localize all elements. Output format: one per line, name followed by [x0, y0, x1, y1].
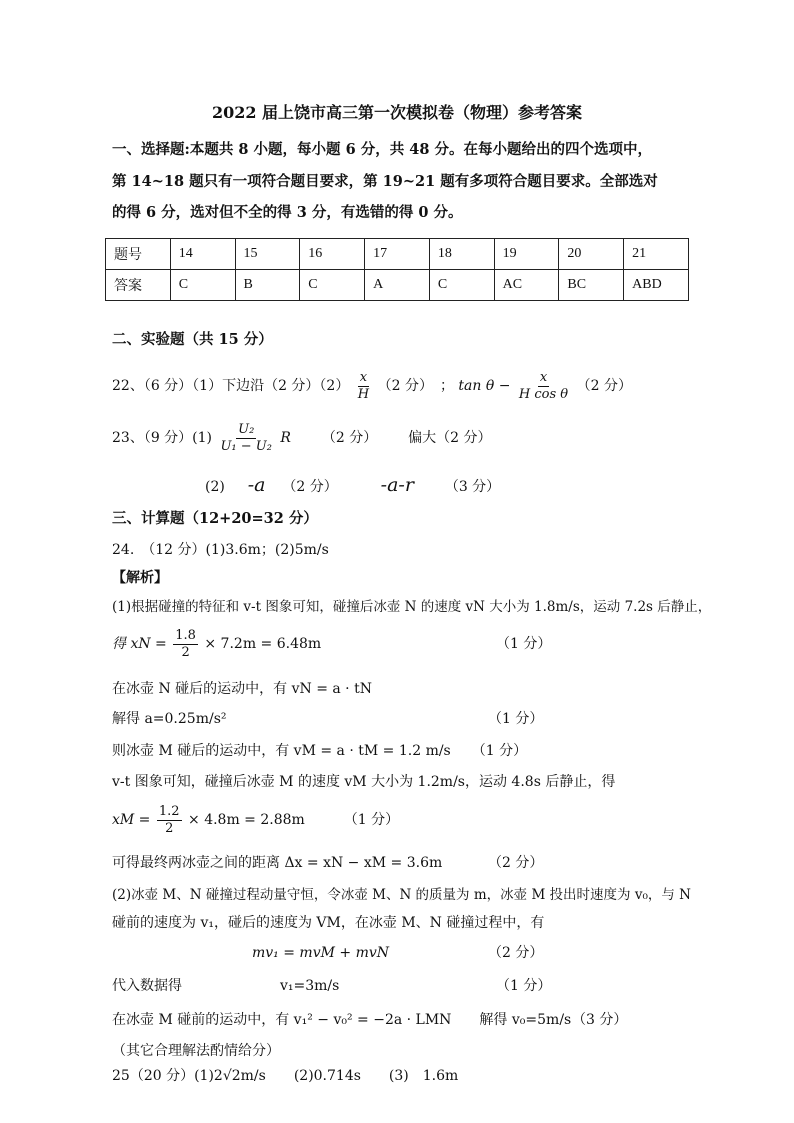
analysis-paragraph-13: 在冰壶 M 碰前的运动中，有 v₁² − v₀² = −2a · LMN 解得 v₀=5m/s	[112, 1012, 572, 1028]
q23-score-a: （2 分）	[282, 479, 338, 495]
q23-line-2	[205, 474, 500, 498]
table-cell: ABD	[624, 270, 689, 301]
equation-rhs: × 4.8m = 2.88m	[188, 812, 305, 828]
q23-line-1	[112, 418, 492, 458]
q22-fraction-2	[517, 370, 570, 403]
analysis-paragraph-4: 解得 a=0.25m/s²	[112, 711, 227, 727]
table-cell: 16	[300, 239, 365, 270]
table-cell: 20	[559, 239, 624, 270]
fraction-numerator: U₂	[238, 421, 255, 437]
analysis-paragraph-5: 则冰壶 M 碰后的运动中，有 vM = a · tM = 1.2 m/s （1 分）	[112, 743, 528, 759]
fraction-numerator: x	[359, 369, 368, 385]
analysis-paragraph-12: 代入数据得	[112, 978, 182, 994]
fraction-denominator: U₁ − U₂	[220, 438, 272, 454]
q23-part2-label: (2)	[205, 479, 225, 495]
equation-lhs: xM =	[112, 812, 151, 828]
q23-resistance: R	[280, 430, 291, 446]
fraction-denominator: 2	[165, 820, 174, 836]
q22-score-2: （2 分）	[576, 378, 632, 394]
score-mark: （2 分）	[488, 945, 544, 961]
score-mark: （1 分）	[496, 978, 552, 994]
equation-rhs: × 7.2m = 6.48m	[204, 636, 322, 652]
section3-heading: 三、计算题（12+20=32 分）	[112, 510, 318, 527]
q22-expression: tan θ −	[458, 378, 511, 394]
page-title: 2022 届上饶市高三第一次模拟卷（物理）参考答案	[211, 103, 583, 122]
table-row-question-numbers	[106, 239, 689, 270]
table-cell: 21	[624, 239, 689, 270]
table-cell: 15	[235, 239, 300, 270]
fraction-numerator: x	[539, 369, 548, 385]
table-cell: 题号	[106, 239, 171, 270]
analysis-paragraph-1: (1)根据碰撞的特征和 v-t 图象可知，碰撞后冰壶 N 的速度 vN 大小为 1.8m/s，运动 7.2s 后静止，	[112, 599, 712, 615]
analysis-paragraph-9: (2)冰壶 M、N 碰撞过程动量守恒，令冰壶 M、N 的质量为 m，冰壶 M 投出时速度为 v₀，与 N	[112, 887, 691, 903]
q22-fraction	[356, 370, 371, 403]
table-cell: BC	[559, 270, 624, 301]
score-mark: （1 分）	[488, 711, 544, 727]
equation-fraction	[173, 628, 198, 661]
table-row-answers	[106, 270, 689, 301]
score-mark: （3 分）	[572, 1012, 628, 1028]
score-mark: （1 分）	[496, 636, 552, 652]
analysis-paragraph-6: v-t 图象可知，碰撞后冰壶 M 的速度 vM 大小为 1.2m/s，运动 4.8s 后静止，得	[112, 774, 616, 790]
analysis-equation-xm	[112, 800, 399, 840]
fraction-denominator: H cos θ	[518, 386, 569, 402]
q22-line	[112, 366, 632, 406]
section1-line1: 一、选择题:本题共 8 小题，每小题 6 分，共 48 分。在每小题给出的四个选项中，	[112, 141, 652, 158]
section2-heading: 二、实验题（共 15 分）	[112, 331, 273, 348]
note-other-methods: （其它合理解法酌情给分）	[112, 1043, 280, 1059]
fraction-denominator: 2	[181, 644, 190, 660]
fraction-numerator: 1.2	[158, 803, 180, 819]
analysis-label: 【解析】	[112, 570, 168, 586]
analysis-paragraph-3: 在冰壶 N 碰后的运动中，有 vN = a · tN	[112, 681, 372, 697]
fraction-denominator: H	[357, 386, 370, 402]
section1-line2: 第 14~18 题只有一项符合题目要求，第 19~21 题有多项符合题目要求。全部选对	[112, 173, 658, 190]
equation-fraction	[157, 804, 182, 837]
analysis-equation-xn	[112, 624, 321, 664]
table-cell: 答案	[106, 270, 171, 301]
equation-lhs: 得 xN =	[112, 636, 167, 652]
fraction-numerator: 1.8	[175, 627, 196, 643]
table-cell: C	[170, 270, 235, 301]
table-cell: AC	[494, 270, 559, 301]
table-cell: B	[235, 270, 300, 301]
answer-table	[105, 238, 689, 301]
q23-score: （2 分）	[321, 430, 378, 446]
q23-score-b: （3 分）	[444, 479, 501, 495]
q23-extra: 偏大（2 分）	[408, 430, 492, 446]
q22-lead: 22、（6 分）（1）下边沿（2 分）（2）	[112, 378, 350, 394]
analysis-paragraph-8: 可得最终两冰壶之间的距离 Δx = xN − xM = 3.6m	[112, 855, 443, 871]
q23-answer-b: -a-r	[380, 474, 414, 496]
q23-lead: 23、（9 分）(1)	[112, 430, 213, 446]
table-cell: 19	[494, 239, 559, 270]
score-mark: （2 分）	[488, 855, 544, 871]
table-cell: C	[300, 270, 365, 301]
momentum-equation: mv₁ = mvM + mvN	[252, 945, 390, 961]
q25-answers: 25（20 分）(1)2√2m/s (2)0.714s (3) 1.6m	[112, 1068, 459, 1084]
analysis-paragraph-10: 碰前的速度为 v₁，碰后的速度为 VM，在冰壶 M、N 碰撞过程中，有	[112, 915, 545, 931]
q24-head: 24. （12 分）(1)3.6m；(2)5m/s	[112, 542, 329, 558]
table-cell: 18	[429, 239, 494, 270]
table-cell: 14	[170, 239, 235, 270]
q22-score: （2 分） ；	[377, 378, 454, 394]
score-mark: （1 分）	[343, 812, 400, 828]
velocity-result: v₁=3m/s	[280, 978, 340, 994]
table-cell: A	[365, 270, 430, 301]
table-cell: C	[429, 270, 494, 301]
section1-line3: 的得 6 分，选对但不全的得 3 分，有选错的得 0 分。	[112, 204, 463, 221]
q23-fraction	[218, 422, 274, 455]
table-cell: 17	[365, 239, 430, 270]
q23-answer-a: -a	[247, 474, 266, 496]
